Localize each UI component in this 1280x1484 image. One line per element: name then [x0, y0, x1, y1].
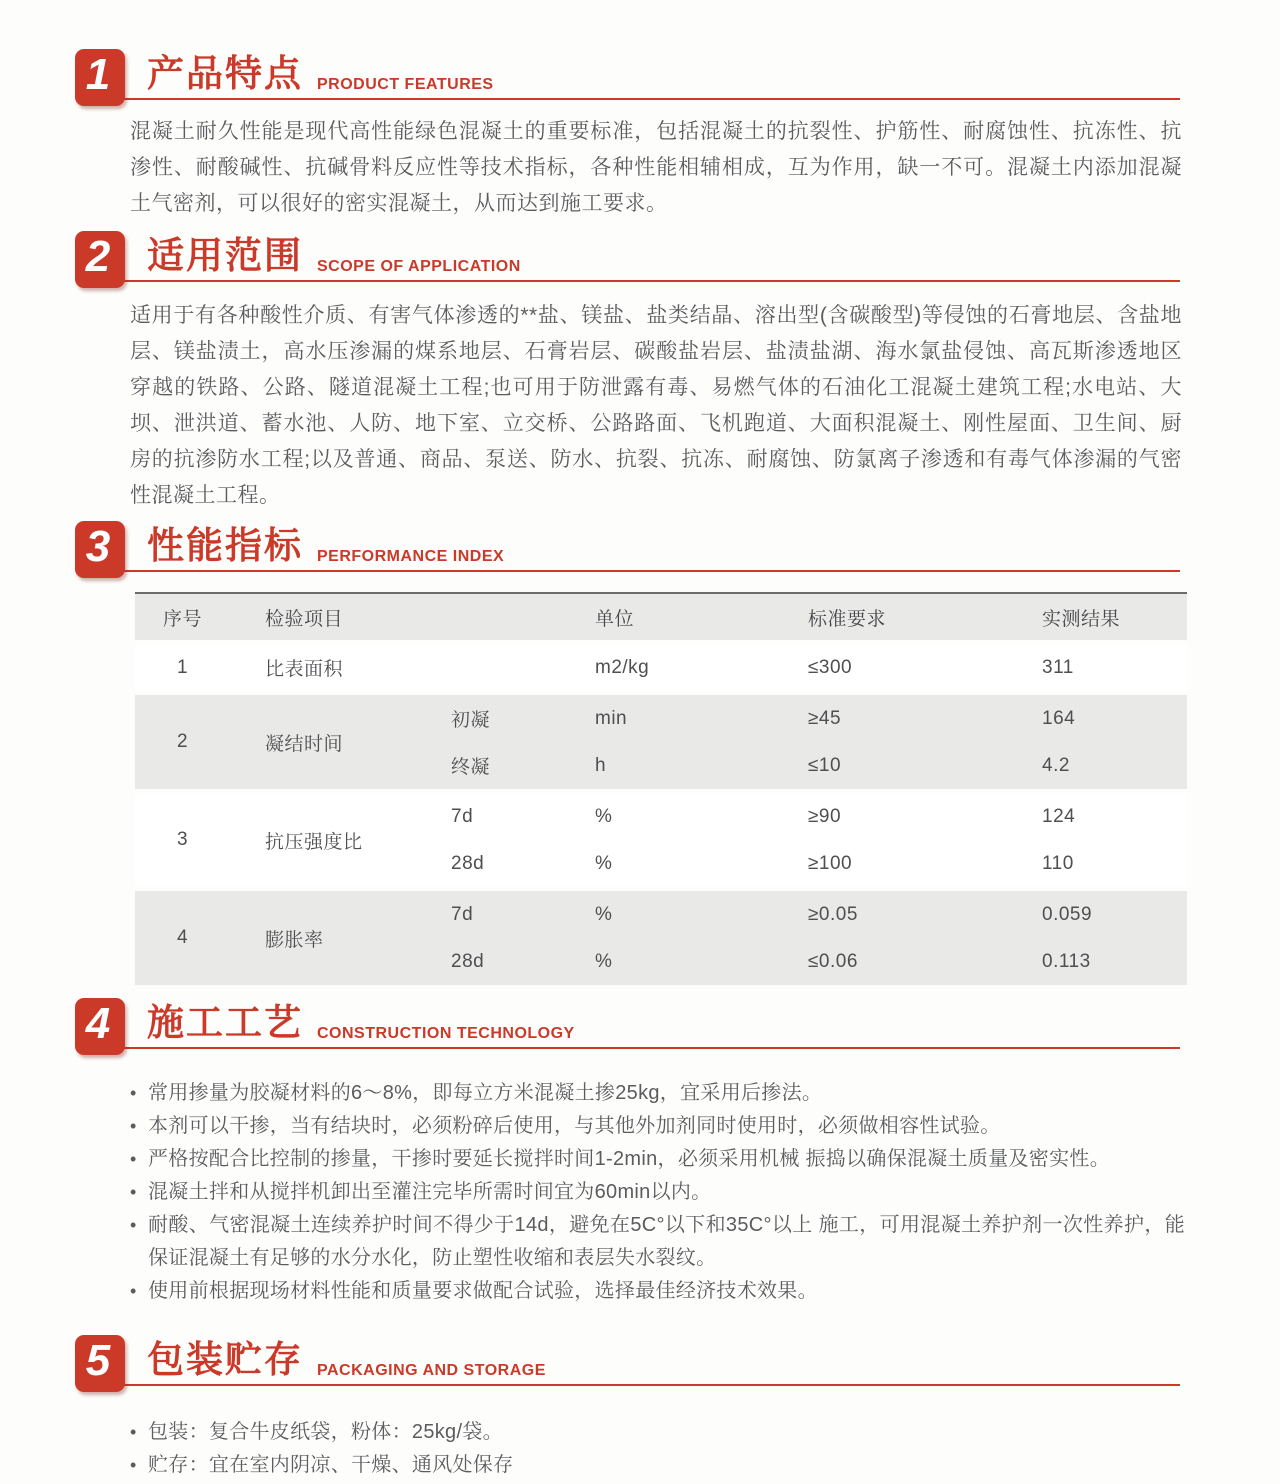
section-4-title-zh: 施工工艺	[147, 1001, 303, 1043]
row-standard: ≥0.05	[808, 903, 858, 925]
row-result: 0.059	[1042, 903, 1093, 925]
section-2-header	[75, 230, 1180, 288]
section-1-number: 1	[85, 50, 111, 99]
construction-step: • 严格按配合比控制的掺量，干掺时要延长搅拌时间1-2min，必须采用机械 振捣以确保混凝土质量及密实性。	[130, 1143, 1185, 1176]
section-packaging-and-storage	[75, 1334, 1180, 1482]
row-result: 164	[1042, 707, 1076, 729]
row-result: 110	[1042, 852, 1074, 874]
construction-step: • 耐酸、气密混凝土连续养护时间不得少于14d，避免在5C°以下和35C°以上 施工，可用混凝土养护剂一次性养护，能保证混凝土有足够的水分水化，防止塑性收缩和表层失水裂纹。	[130, 1209, 1185, 1275]
row-unit: min	[595, 707, 628, 729]
section-construction-technology	[75, 997, 1185, 1308]
section-2-title-en: SCOPE OF APPLICATION	[317, 258, 521, 275]
section-2-number: 2	[85, 232, 111, 281]
construction-technology-list	[130, 1077, 1185, 1308]
row-result: 4.2	[1042, 754, 1070, 776]
scope-of-application-paragraph: 适用于有各种酸性介质、有害气体渗透的**盐、镁盐、盐类结晶、溶出型(含碳酸型)等侵蚀的石膏地层、含盐地层、镁盐渍土，高水压渗漏的煤系地层、石膏岩层、碳酸盐岩层、盐渍盐湖、海水氯盐侵蚀、高瓦斯渗透地区穿越的铁路、公路、隧道混凝土工程;也可用于防泄露有毒、易燃气体的石油化工混凝土建筑工程;水电站、大坝、泄洪道、蓄水池、人防、地下室、立交桥、公路路面、飞机跑道、大面积混凝土、刚性屋面、卫生间、厨房的抗渗防水工程;以及普通、商品、泵送、防水、抗裂、抗冻、耐腐蚀、防氯离子渗透和有毒气体渗漏的气密性混凝土工程。	[130, 304, 1182, 507]
section-1-title-zh: 产品特点	[147, 52, 303, 94]
packaging-storage-list	[130, 1416, 1185, 1482]
row-subitem: 28d	[451, 852, 485, 874]
section-1-number-badge	[75, 49, 125, 106]
row-standard: ≥90	[808, 805, 842, 827]
product-features-paragraph: 混凝土耐久性能是现代高性能绿色混凝土的重要标准，包括混凝土的抗裂性、护筋性、耐腐蚀性、抗冻性、抗渗性、耐酸碱性、抗碱骨料反应性等技术指标，各种性能相辅相成，互为作用，缺一不可。混凝土内添加混凝土气密剂，可以很好的密实混凝土，从而达到施工要求。	[130, 120, 1182, 215]
section-3-header	[75, 520, 1180, 578]
section-4-number-badge	[75, 998, 125, 1055]
header-seq: 序号	[162, 608, 202, 630]
section-4-title-en: CONSTRUCTION TECHNOLOGY	[317, 1025, 575, 1042]
section-3-title-zh: 性能指标	[147, 524, 303, 566]
section-5-number: 5	[85, 1336, 111, 1385]
table-row	[135, 695, 1187, 789]
section-1-underline	[77, 98, 1180, 100]
row-result: 124	[1042, 805, 1076, 827]
section-1-header	[75, 48, 1180, 106]
row-subitem: 终凝	[451, 757, 491, 778]
row-seq: 1	[176, 656, 189, 678]
section-scope-of-application	[75, 230, 1180, 514]
row-unit: h	[595, 754, 607, 776]
row-seq: 3	[176, 829, 189, 850]
section-5-underline	[77, 1384, 1180, 1386]
section-3-underline	[77, 570, 1180, 572]
table-header-row	[135, 592, 1187, 640]
row-item: 比表面积	[265, 659, 344, 680]
section-1-title-en: PRODUCT FEATURES	[317, 76, 494, 93]
row-subitem	[435, 644, 575, 691]
header-result: 实测结果	[1042, 608, 1121, 630]
row-standard: ≤300	[808, 656, 853, 678]
construction-step: • 混凝土拌和从搅拌机卸出至灌注完毕所需时间宜为60min以内。	[130, 1176, 1185, 1209]
section-4-header	[75, 997, 1180, 1055]
construction-step: • 常用掺量为胶凝材料的6～8%，即每立方米混凝土掺25kg，宜采用后掺法。	[130, 1077, 1185, 1110]
row-unit: %	[595, 903, 613, 925]
row-standard: ≤0.06	[808, 950, 858, 972]
section-4-number: 4	[85, 999, 111, 1048]
packaging-note: • 包装：复合牛皮纸袋，粉体：25kg/袋。	[130, 1416, 1185, 1449]
row-unit: %	[595, 852, 613, 874]
row-result: 0.113	[1042, 950, 1091, 972]
header-unit: 单位	[595, 608, 635, 630]
table-row	[135, 793, 1187, 887]
section-2-underline	[77, 280, 1180, 282]
construction-step: • 本剂可以干掺，当有结块时，必须粉碎后使用，与其他外加剂同时使用时，必须做相容性试验。	[130, 1110, 1185, 1143]
row-standard: ≥45	[808, 707, 842, 729]
section-5-title-en: PACKAGING AND STORAGE	[317, 1362, 546, 1379]
table-row	[135, 644, 1187, 691]
section-4-underline	[77, 1047, 1180, 1049]
header-item: 检验项目	[265, 608, 344, 630]
performance-index-table	[135, 592, 1187, 985]
row-item: 膨胀率	[265, 929, 324, 951]
row-result: 311	[1042, 656, 1074, 678]
row-unit: %	[595, 950, 613, 972]
row-unit: m2/kg	[595, 656, 650, 678]
section-5-number-badge	[75, 1335, 125, 1392]
section-3-number-badge	[75, 521, 125, 578]
header-standard: 标准要求	[808, 608, 887, 630]
section-3-number: 3	[85, 522, 111, 571]
row-subitem: 28d	[451, 950, 485, 972]
section-2-title-zh: 适用范围	[147, 234, 303, 276]
row-standard: ≥100	[808, 852, 853, 874]
section-performance-index	[75, 520, 1180, 985]
row-subitem: 初凝	[451, 710, 491, 731]
section-product-features	[75, 48, 1180, 222]
section-5-title-zh: 包装贮存	[147, 1338, 303, 1380]
row-seq: 2	[176, 731, 189, 752]
row-subitem: 7d	[451, 903, 474, 925]
row-item: 抗压强度比	[265, 831, 363, 853]
table-row	[135, 891, 1187, 985]
packaging-note: • 贮存：宜在室内阴凉、干燥、通风处保存	[130, 1449, 1185, 1482]
row-item: 凝结时间	[265, 733, 344, 755]
construction-step: • 使用前根据现场材料性能和质量要求做配合试验，选择最佳经济技术效果。	[130, 1275, 1185, 1308]
row-standard: ≤10	[808, 754, 842, 776]
row-subitem: 7d	[451, 805, 474, 827]
row-unit: %	[595, 805, 613, 827]
section-3-title-en: PERFORMANCE INDEX	[317, 548, 505, 565]
section-5-header	[75, 1334, 1180, 1392]
row-seq: 4	[176, 927, 189, 948]
section-2-number-badge	[75, 231, 125, 288]
